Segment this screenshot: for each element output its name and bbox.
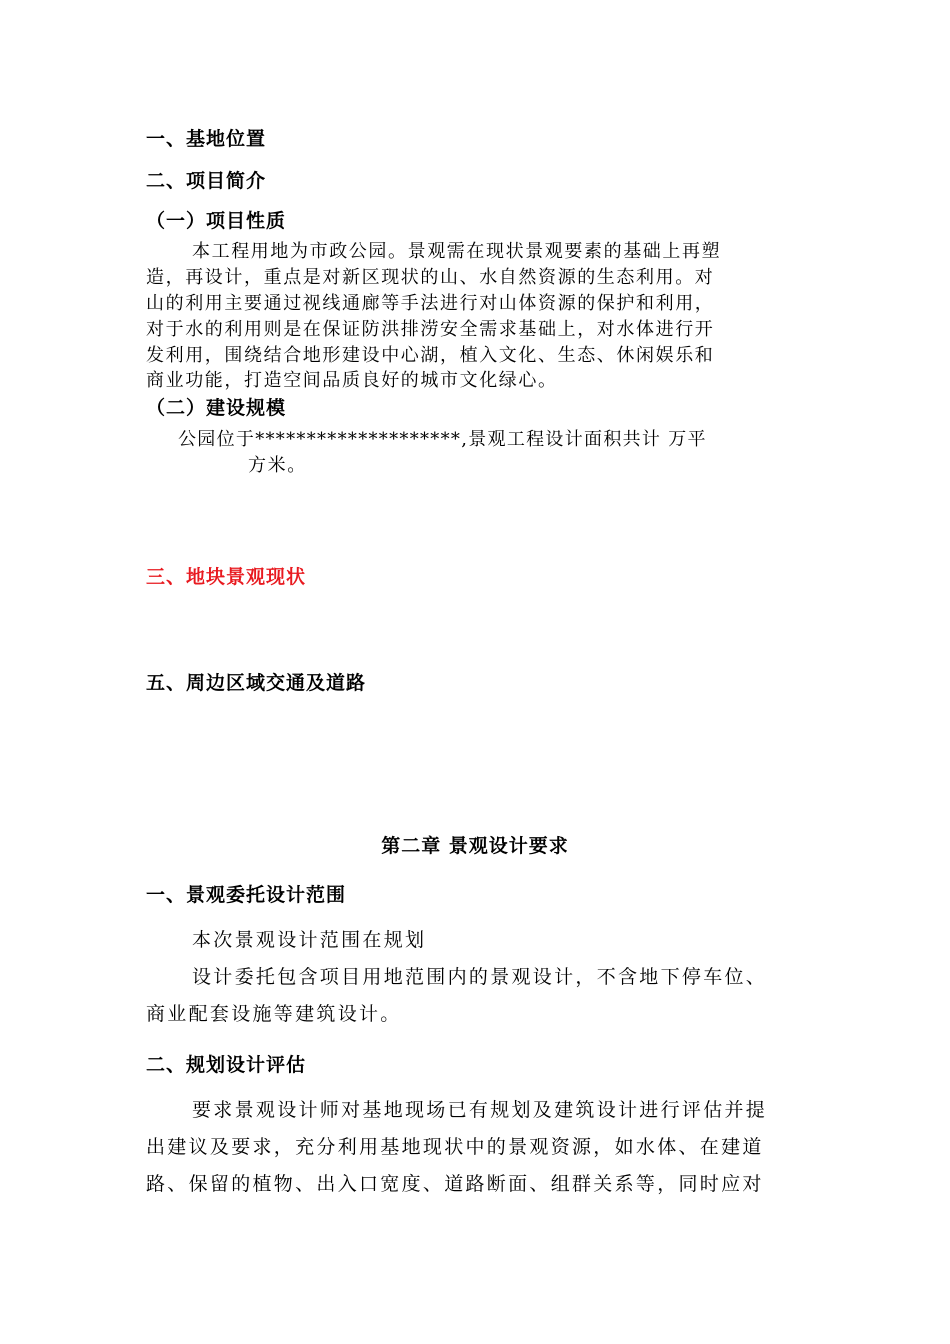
heading-design-scope: 一、景观委托设计范围 [146,884,347,906]
paragraph-line: 出建议及要求，充分利用基地现状中的景观资源，如水体、在建道 [146,1136,764,1158]
paragraph-line: 公园位于********************,景观工程设计面积共计 万平 [178,429,707,450]
paragraph-line: 路、保留的植物、出入口宽度、道路断面、组群关系等，同时应对 [146,1173,764,1195]
heading-site-location: 一、基地位置 [146,128,267,150]
paragraph-line: 商业功能，打造空间品质良好的城市文化绿心。 [146,370,558,391]
subheading-construction-scale: （二）建设规模 [146,397,287,419]
paragraph-line: 要求景观设计师对基地现场已有规划及建筑设计进行评估并提 [192,1099,768,1121]
paragraph-line: 对于水的利用则是在保证防洪排涝安全需求基础上，对水体进行开 [146,319,715,340]
paragraph-line: 商业配套设施等建筑设计。 [146,1003,402,1025]
heading-traffic-roads: 五、周边区域交通及道路 [146,672,367,694]
paragraph-line: 造，再设计，重点是对新区现状的山、水自然资源的生态利用。对 [146,267,715,288]
paragraph-line: 设计委托包含项目用地范围内的景观设计，不含地下停车位、 [192,966,768,988]
heading-landscape-status: 三、地块景观现状 [146,566,307,588]
heading-planning-evaluation: 二、规划设计评估 [146,1054,307,1076]
paragraph-line: 本次景观设计范围在规划 [192,929,427,951]
heading-project-intro: 二、项目简介 [146,170,267,192]
paragraph-line: 山的利用主要通过视线通廊等手法进行对山体资源的保护和利用， [146,293,715,314]
paragraph-line: 本工程用地为市政公园。景观需在现状景观要素的基础上再塑 [192,241,722,262]
subheading-project-nature: （一）项目性质 [146,210,287,232]
paragraph-line: 方米。 [248,455,307,476]
chapter-title: 第二章 景观设计要求 [381,835,569,857]
paragraph-line: 发利用，围绕结合地形建设中心湖，植入文化、生态、休闲娱乐和 [146,345,715,366]
